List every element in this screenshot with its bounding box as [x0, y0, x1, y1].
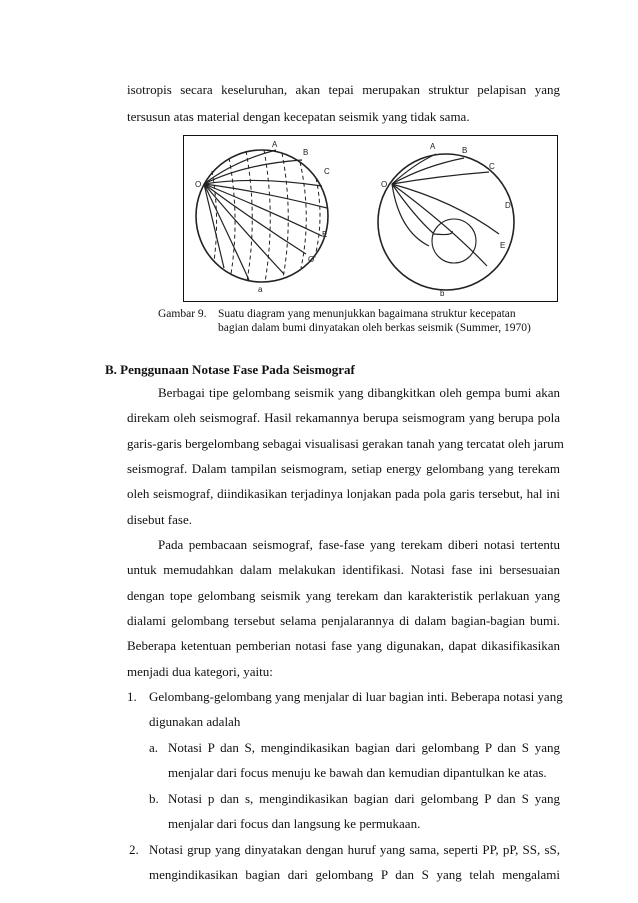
- p1-line-5: oleh seismograf, diindikasikan terjadinya lonjakan pada pola garis tersebut, hal ini: [127, 486, 560, 501]
- p2-line-4: dialami gelombang tersebut selama penjalarannya di dalam bagian-bagian bumi.: [127, 613, 560, 628]
- panel-a-sublabel: a: [258, 285, 263, 294]
- panel-b-sublabel: b: [440, 289, 445, 298]
- panel-a-label-o-prime: O': [308, 255, 316, 264]
- panel-a-label-o: O: [195, 180, 202, 189]
- seismic-ray-diagram: [184, 136, 557, 301]
- p1-line-1: Berbagai tipe gelombang seismik yang dibangkitkan oleh gempa bumi akan: [158, 385, 560, 400]
- item-1b-line-1: Notasi p dan s, mengindikasikan bagian dari gelombang P dan S yang: [168, 791, 560, 806]
- intro-line-1: isotropis secara keseluruhan, akan tepai merupakan struktur pelapisan yang: [127, 82, 560, 97]
- figure-caption-label: Gambar 9.: [158, 308, 207, 320]
- p2-line-3: dengan tope gelombang seismik yang terekam dan karakteristik perlakuan yang: [127, 588, 560, 603]
- item-1b-letter: b.: [149, 791, 159, 806]
- item-1a-line-2: menjalar dari focus menuju ke bawah dan kemudian dipantulkan ke atas.: [168, 765, 547, 780]
- panel-b-label-o: O: [381, 180, 388, 189]
- panel-b-label-e: E: [500, 241, 506, 250]
- p2-line-1: Pada pembacaan seismograf, fase-fase yang terekam diberi notasi tertentu: [158, 537, 560, 552]
- figure-caption-line-2: bagian dalam bumi dinyatakan oleh berkas seismik (Summer, 1970): [218, 322, 531, 334]
- p1-line-2: direkam oleh seismograf. Hasil rekamannya berupa seismogram yang berupa pola: [127, 410, 560, 425]
- p1-line-3: garis-garis bergelombang sebagai visualisasi gerakan tanah yang tercatat oleh jarum: [127, 436, 564, 451]
- section-heading: B. Penggunaan Notase Fase Pada Seismograf: [105, 362, 355, 377]
- item-1b-line-2: menjalar dari focus dan langsung ke permukaan.: [168, 816, 421, 831]
- panel-a-label-c: C: [324, 167, 330, 176]
- p2-line-2: untuk memudahkan dalam melakukan identifikasi. Notasi fase ini bersesuaian: [127, 562, 560, 577]
- figure-9: [183, 135, 558, 302]
- item-1-line-1: Gelombang-gelombang yang menjalar di luar bagian inti. Beberapa notasi yang: [149, 689, 563, 704]
- panel-b: [378, 154, 514, 290]
- panel-b-label-b: B: [462, 146, 468, 155]
- item-1-number: 1.: [127, 689, 137, 704]
- item-2-line-1: Notasi grup yang dinyatakan dengan huruf yang sama, seperti PP, pP, SS, sS,: [149, 842, 560, 857]
- p1-line-4: seismograf. Dalam tampilan seismogram, setiap energy gelombang yang terekam: [127, 461, 560, 476]
- panel-a-label-e: E: [322, 230, 328, 239]
- panel-b-label-d: D: [505, 201, 511, 210]
- item-1-line-2: digunakan adalah: [149, 714, 241, 729]
- panel-b-label-a: A: [430, 142, 436, 151]
- figure-caption-line-1: Suatu diagram yang menunjukkan bagaimana struktur kecepatan: [218, 308, 516, 320]
- p1-line-6: disebut fase.: [127, 512, 192, 527]
- panel-b-label-c: C: [489, 162, 495, 171]
- p2-line-5: Beberapa ketentuan pemberian notasi fase yang digunakan, dapat dikasifikasikan: [127, 638, 560, 653]
- intro-line-2: tersusun atas material dengan kecepatan seismik yang tidak sama.: [127, 109, 470, 124]
- p2-line-6: menjadi dua kategori, yaitu:: [127, 664, 273, 679]
- item-1a-letter: a.: [149, 740, 159, 755]
- panel-a-label-a: A: [272, 140, 278, 149]
- panel-a-label-b: B: [303, 148, 309, 157]
- item-1a-line-1: Notasi P dan S, mengindikasikan bagian dari gelombang P dan S yang: [168, 740, 560, 755]
- item-2-line-2: mengindikasikan bagian dari gelombang P dan S yang telah mengalami: [149, 867, 560, 882]
- item-2-number: 2.: [129, 842, 139, 857]
